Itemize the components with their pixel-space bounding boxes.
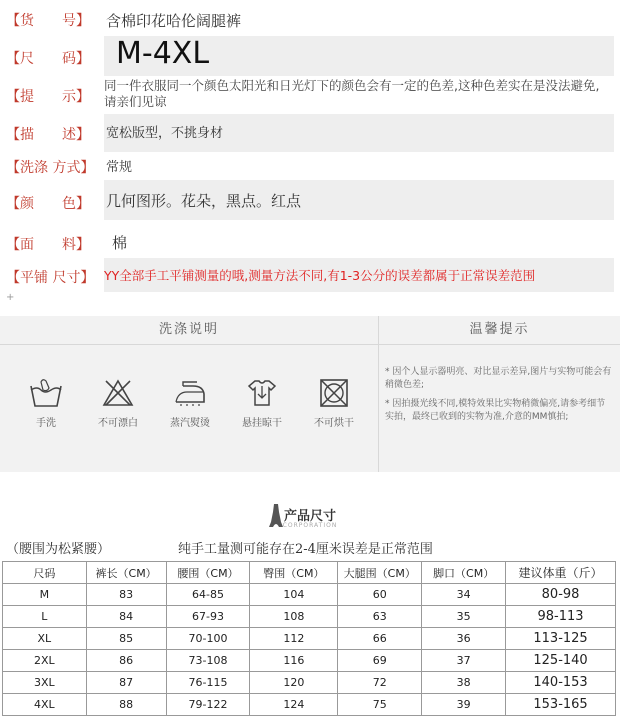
table-row — [3, 606, 616, 628]
table-row — [3, 694, 616, 716]
table-cell: XL — [3, 628, 87, 650]
wash-instructions-title: 洗涤说明 — [0, 316, 378, 345]
table-cell: 67-93 — [166, 606, 250, 628]
table-cell: 3XL — [3, 672, 87, 694]
table-cell: 84 — [86, 606, 166, 628]
care-item-hang-dry — [226, 378, 298, 429]
table-cell: M — [3, 584, 87, 606]
info-value-desc: 宽松版型，不挑身材 — [106, 126, 224, 141]
steam-iron-icon — [173, 378, 207, 408]
table-cell: 124 — [250, 694, 338, 716]
info-label-size: 【尺 码】 — [6, 51, 90, 67]
info-value-item-no: 含棉印花哈伦阔腿裤 — [106, 12, 242, 30]
table-header-cell: 大腿围（CM） — [338, 562, 422, 584]
info-value-wash: 常规 — [106, 160, 133, 175]
table-cell: 34 — [422, 584, 506, 606]
table-header-cell: 建议体重（斤） — [506, 562, 616, 584]
info-label-fabric: 【面 料】 — [6, 237, 90, 253]
hang-dry-icon — [245, 378, 279, 408]
care-icons — [10, 378, 368, 438]
care-item-steam-iron — [154, 378, 226, 429]
table-cell: 64-85 — [166, 584, 250, 606]
table-cell: 87 — [86, 672, 166, 694]
tip-item: * 因拍摄光线不同,模特效果比实物稍微偏亮,请参考细节实拍，最终已收到的实物为准,介意的MM慎拍; — [385, 399, 606, 422]
table-cell: 80-98 — [506, 584, 616, 606]
table-row — [3, 650, 616, 672]
table-cell: 140-153 — [506, 672, 616, 694]
care-label-steam-iron: 蒸汽熨烫 — [170, 418, 210, 429]
table-cell: 36 — [422, 628, 506, 650]
table-cell: 88 — [86, 694, 166, 716]
plus-mark-icon: + — [6, 292, 15, 303]
table-cell: 39 — [422, 694, 506, 716]
info-value-fabric: 棉 — [112, 234, 128, 252]
table-cell: 60 — [338, 584, 422, 606]
table-cell: 73-108 — [166, 650, 250, 672]
info-value-measure: YY全部手工平铺测量的哦,测量方法不同,有1-3公分的误差都属于正常误差范围 — [104, 268, 536, 283]
hand-wash-icon — [29, 378, 63, 408]
table-row — [3, 584, 616, 606]
size-section-title: 产品尺寸 — [283, 509, 336, 524]
care-label-no-tumble-dry: 不可烘干 — [314, 418, 354, 429]
table-cell: 153-165 — [506, 694, 616, 716]
table-row — [3, 628, 616, 650]
table-cell: 116 — [250, 650, 338, 672]
waist-note: （腰围为松紧腰） — [6, 542, 111, 557]
care-item-hand-wash — [10, 378, 82, 429]
table-cell: 125-140 — [506, 650, 616, 672]
table-cell: 112 — [250, 628, 338, 650]
table-row — [3, 672, 616, 694]
info-label-color: 【颜 色】 — [6, 196, 90, 212]
table-header-cell: 脚口（CM） — [422, 562, 506, 584]
care-item-no-tumble-dry — [298, 378, 370, 429]
table-cell: 120 — [250, 672, 338, 694]
table-cell: 63 — [338, 606, 422, 628]
table-cell: 76-115 — [166, 672, 250, 694]
info-label-item-no: 【货 号】 — [6, 13, 90, 29]
info-label-tip: 【提 示】 — [6, 89, 90, 105]
care-section — [0, 316, 620, 472]
table-cell: 69 — [338, 650, 422, 672]
care-label-hand-wash: 手洗 — [36, 418, 56, 429]
table-cell: 75 — [338, 694, 422, 716]
table-cell: 35 — [422, 606, 506, 628]
table-cell: 70-100 — [166, 628, 250, 650]
table-cell: 83 — [86, 584, 166, 606]
measure-note: 纯手工量测可能存在2-4厘米误差是正常范围 — [178, 542, 433, 557]
info-value-size: M-4XL — [116, 36, 210, 71]
table-cell: 98-113 — [506, 606, 616, 628]
wash-instructions — [0, 316, 379, 472]
table-header-cell: 裤长（CM） — [86, 562, 166, 584]
table-cell: 79-122 — [166, 694, 250, 716]
table-cell: 86 — [86, 650, 166, 672]
size-section-subtitle: CORPORATION — [282, 522, 338, 529]
table-header-cell: 腰围（CM） — [166, 562, 250, 584]
info-label-wash: 【洗涤 方式】 — [6, 160, 95, 176]
no-bleach-icon — [101, 378, 135, 408]
care-label-hang-dry: 悬挂晾干 — [242, 418, 282, 429]
info-label-desc: 【描 述】 — [6, 127, 90, 143]
table-header-cell: 臀围（CM） — [250, 562, 338, 584]
info-value-tip: 同一件衣服同一个颜色太阳光和日光灯下的颜色会有一定的色差,这种色差实在是没法避免,请亲们见谅 — [104, 78, 600, 109]
warm-tips — [379, 316, 620, 472]
no-tumble-dry-icon — [317, 378, 351, 408]
table-header-cell: 尺码 — [3, 562, 87, 584]
table-header-row — [3, 562, 616, 584]
care-label-no-bleach: 不可漂白 — [98, 418, 138, 429]
table-cell: 113-125 — [506, 628, 616, 650]
table-cell: 66 — [338, 628, 422, 650]
info-value-color: 几何图形。花朵，黑点。红点 — [106, 192, 302, 210]
care-item-no-bleach — [82, 378, 154, 429]
table-cell: 104 — [250, 584, 338, 606]
table-cell: 2XL — [3, 650, 87, 672]
tip-item: * 因个人显示器明亮、对比显示差异,图片与实物可能会有稍微色差; — [385, 367, 612, 390]
table-cell: 72 — [338, 672, 422, 694]
size-table — [2, 561, 616, 716]
table-cell: 4XL — [3, 694, 87, 716]
info-label-measure: 【平铺 尺寸】 — [6, 270, 95, 286]
table-cell: 37 — [422, 650, 506, 672]
warm-tips-title: 温馨提示 — [379, 316, 620, 345]
table-cell: 108 — [250, 606, 338, 628]
table-cell: 85 — [86, 628, 166, 650]
table-cell: L — [3, 606, 87, 628]
table-cell: 38 — [422, 672, 506, 694]
